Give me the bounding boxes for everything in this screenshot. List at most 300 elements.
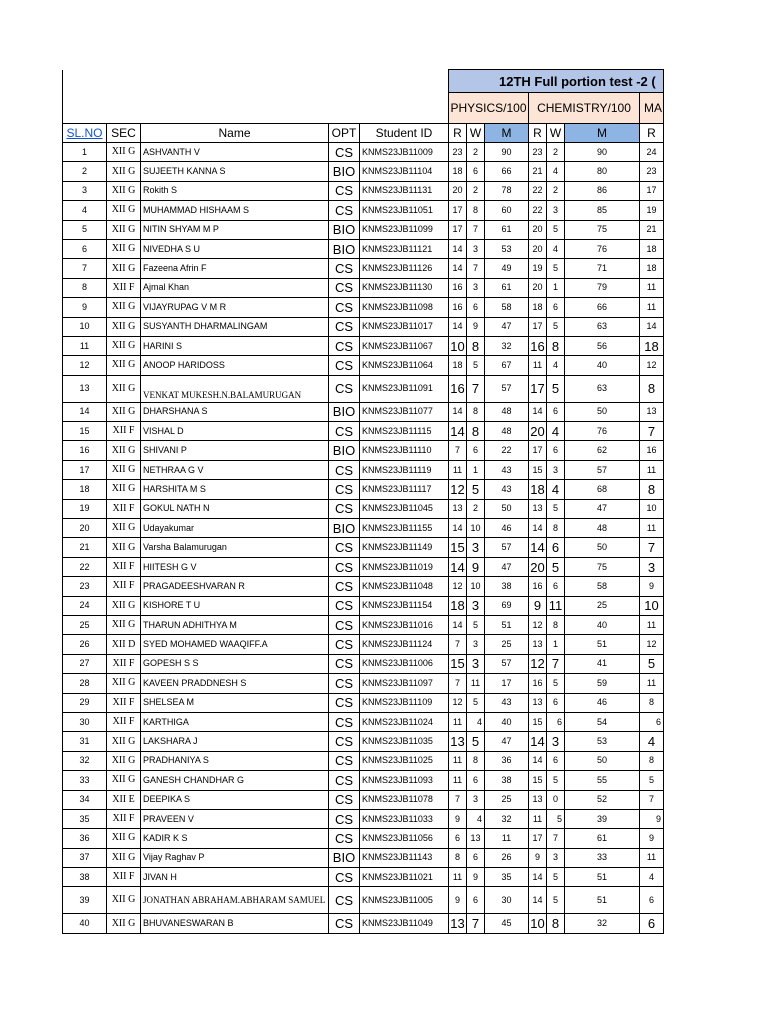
physics-w-cell: 3 <box>467 654 485 673</box>
student-id-cell: KNMS23JB11045 <box>360 499 449 518</box>
chemistry-m-cell: 41 <box>565 654 640 673</box>
chemistry-w-cell: 3 <box>547 201 565 220</box>
chemistry-r-cell: 21 <box>529 162 547 181</box>
name-cell: HIITESH G V <box>141 557 329 576</box>
student-id-cell: KNMS23JB11016 <box>360 615 449 634</box>
opt-cell: CS <box>329 635 360 654</box>
chemistry-m-cell: 71 <box>565 259 640 278</box>
chemistry-m-cell: 59 <box>565 674 640 693</box>
physics-w-cell: 7 <box>467 259 485 278</box>
physics-w-cell: 3 <box>467 239 485 258</box>
maths-r-cell: 10 <box>640 596 664 615</box>
chemistry-m-cell: 58 <box>565 577 640 596</box>
opt-cell: BIO <box>329 220 360 239</box>
table-row <box>63 790 664 809</box>
chemistry-w-cell: 6 <box>547 402 565 421</box>
table-row <box>63 654 664 673</box>
chemistry-w-cell: 6 <box>547 441 565 460</box>
student-id-cell: KNMS23JB11056 <box>360 829 449 848</box>
physics-m-cell: 47 <box>485 317 529 336</box>
maths-r-cell: 11 <box>640 519 664 538</box>
table-row <box>63 402 664 421</box>
physics-r-cell: 18 <box>449 596 467 615</box>
physics-r-cell: 16 <box>449 298 467 317</box>
physics-m-cell: 90 <box>485 143 529 162</box>
opt-cell: CS <box>329 538 360 557</box>
maths-r-cell: 4 <box>640 732 664 751</box>
sec-cell: XII G <box>107 732 141 751</box>
maths-r-cell: 13 <box>640 402 664 421</box>
maths-r-header: R <box>640 124 664 143</box>
physics-r-cell: 9 <box>449 809 467 828</box>
sec-cell: XII G <box>107 460 141 479</box>
physics-m-cell: 47 <box>485 732 529 751</box>
maths-r-cell: 7 <box>640 790 664 809</box>
table-row <box>63 674 664 693</box>
chemistry-w-cell: 6 <box>547 538 565 557</box>
chemistry-w-cell: 7 <box>547 654 565 673</box>
name-cell: VENKAT MUKESH.N.BALAMURUGAN <box>141 375 329 402</box>
chemistry-r-cell: 15 <box>529 460 547 479</box>
chemistry-w-cell: 8 <box>547 519 565 538</box>
table-row <box>63 375 664 402</box>
physics-m-cell: 43 <box>485 480 529 499</box>
chemistry-r-cell: 17 <box>529 441 547 460</box>
physics-m-cell: 60 <box>485 201 529 220</box>
chemistry-w-cell: 3 <box>547 848 565 867</box>
name-header: Name <box>141 124 329 143</box>
physics-r-cell: 14 <box>449 519 467 538</box>
chemistry-r-cell: 23 <box>529 143 547 162</box>
sl-no-header[interactable]: SL.NO <box>63 124 107 143</box>
student-id-cell: KNMS23JB11005 <box>360 887 449 914</box>
sl-no-cell: 25 <box>63 615 107 634</box>
opt-cell: CS <box>329 732 360 751</box>
physics-m-cell: 30 <box>485 887 529 914</box>
opt-cell: CS <box>329 615 360 634</box>
name-cell: Udayakumar <box>141 519 329 538</box>
physics-r-cell: 11 <box>449 771 467 790</box>
sl-no-cell: 27 <box>63 654 107 673</box>
name-cell: HARSHITA M S <box>141 480 329 499</box>
chemistry-m-cell: 54 <box>565 712 640 731</box>
physics-m-cell: 38 <box>485 771 529 790</box>
chemistry-r-cell: 22 <box>529 181 547 200</box>
opt-cell: BIO <box>329 239 360 258</box>
name-cell: NETHRAA G V <box>141 460 329 479</box>
physics-m-cell: 53 <box>485 239 529 258</box>
test-title: 12TH Full portion test -2 ( <box>449 70 664 93</box>
chemistry-r-cell: 17 <box>529 317 547 336</box>
sec-cell: XII G <box>107 480 141 499</box>
name-cell: ASHVANTH V <box>141 143 329 162</box>
sec-cell: XII G <box>107 201 141 220</box>
chemistry-r-cell: 18 <box>529 480 547 499</box>
sl-no-cell: 12 <box>63 356 107 375</box>
sl-no-cell: 11 <box>63 336 107 355</box>
maths-r-cell: 7 <box>640 538 664 557</box>
physics-w-cell: 5 <box>467 693 485 712</box>
sec-cell: XII F <box>107 868 141 887</box>
sl-no-cell: 30 <box>63 712 107 731</box>
chemistry-w-cell: 6 <box>547 693 565 712</box>
student-id-cell: KNMS23JB11051 <box>360 201 449 220</box>
chemistry-r-cell: 14 <box>529 751 547 770</box>
sl-no-cell: 20 <box>63 519 107 538</box>
chemistry-w-cell: 6 <box>547 751 565 770</box>
student-id-header: Student ID <box>360 124 449 143</box>
sec-cell: XII F <box>107 557 141 576</box>
student-id-cell: KNMS23JB11124 <box>360 635 449 654</box>
maths-r-cell: 11 <box>640 615 664 634</box>
chemistry-r-cell: 20 <box>529 422 547 441</box>
sl-no-cell: 9 <box>63 298 107 317</box>
chemistry-w-cell: 2 <box>547 181 565 200</box>
sl-no-cell: 13 <box>63 375 107 402</box>
student-id-cell: KNMS23JB11115 <box>360 422 449 441</box>
name-cell: DHARSHANA S <box>141 402 329 421</box>
table-row <box>63 356 664 375</box>
physics-r-cell: 16 <box>449 375 467 402</box>
table-row <box>63 577 664 596</box>
table-row <box>63 480 664 499</box>
student-id-cell: KNMS23JB11021 <box>360 868 449 887</box>
physics-w-cell: 2 <box>467 143 485 162</box>
chemistry-m-cell: 48 <box>565 519 640 538</box>
chemistry-m-cell: 51 <box>565 635 640 654</box>
physics-m-cell: 61 <box>485 278 529 297</box>
chemistry-m-cell: 50 <box>565 402 640 421</box>
chemistry-w-cell: 7 <box>547 829 565 848</box>
maths-r-cell: 8 <box>640 751 664 770</box>
physics-r-cell: 7 <box>449 441 467 460</box>
opt-cell: CS <box>329 771 360 790</box>
sec-cell: XII G <box>107 615 141 634</box>
sl-no-cell: 38 <box>63 868 107 887</box>
chemistry-m-cell: 39 <box>565 809 640 828</box>
chemistry-m-cell: 50 <box>565 751 640 770</box>
maths-r-cell: 11 <box>640 674 664 693</box>
table-row <box>63 557 664 576</box>
table-row <box>63 732 664 751</box>
table-row <box>63 635 664 654</box>
subject-chemistry: CHEMISTRY/100 <box>529 93 640 124</box>
chemistry-m-cell: 52 <box>565 790 640 809</box>
sec-cell: XII G <box>107 441 141 460</box>
sl-no-cell: 35 <box>63 809 107 828</box>
sl-no-cell: 19 <box>63 499 107 518</box>
name-cell: NITIN SHYAM M P <box>141 220 329 239</box>
sec-cell: XII G <box>107 239 141 258</box>
name-cell: VIJAYRUPAG V M R <box>141 298 329 317</box>
chemistry-m-cell: 40 <box>565 615 640 634</box>
physics-w-cell: 11 <box>467 674 485 693</box>
table-row <box>63 336 664 355</box>
opt-cell: CS <box>329 480 360 499</box>
physics-w-cell: 6 <box>467 848 485 867</box>
student-id-cell: KNMS23JB11024 <box>360 712 449 731</box>
physics-r-cell: 7 <box>449 674 467 693</box>
sec-cell: XII G <box>107 519 141 538</box>
sec-cell: XII F <box>107 499 141 518</box>
chemistry-w-cell: 6 <box>547 298 565 317</box>
chemistry-r-cell: 12 <box>529 615 547 634</box>
maths-r-cell: 9 <box>640 809 664 828</box>
chemistry-r-cell: 13 <box>529 790 547 809</box>
sec-cell: XII G <box>107 220 141 239</box>
physics-w-cell: 9 <box>467 557 485 576</box>
name-cell: SUJEETH KANNA S <box>141 162 329 181</box>
sec-cell: XII G <box>107 336 141 355</box>
physics-m-cell: 69 <box>485 596 529 615</box>
maths-r-cell: 5 <box>640 654 664 673</box>
maths-r-cell: 5 <box>640 771 664 790</box>
chemistry-w-cell: 1 <box>547 635 565 654</box>
table-row <box>63 317 664 336</box>
physics-r-cell: 17 <box>449 201 467 220</box>
subject-maths: MA <box>640 93 664 124</box>
maths-r-cell: 6 <box>640 914 664 933</box>
student-id-cell: KNMS23JB11149 <box>360 538 449 557</box>
chemistry-r-cell: 17 <box>529 375 547 402</box>
name-cell: KADIR K S <box>141 829 329 848</box>
chemistry-w-cell: 4 <box>547 480 565 499</box>
physics-w-cell: 8 <box>467 201 485 220</box>
name-cell: Vijay Raghav P <box>141 848 329 867</box>
table-row <box>63 712 664 731</box>
chemistry-w-cell: 5 <box>547 674 565 693</box>
physics-w-cell: 9 <box>467 868 485 887</box>
physics-m-cell: 47 <box>485 557 529 576</box>
table-row <box>63 914 664 933</box>
opt-cell: CS <box>329 577 360 596</box>
physics-r-cell: 13 <box>449 499 467 518</box>
chemistry-w-header: W <box>547 124 565 143</box>
table-row <box>63 201 664 220</box>
maths-r-cell: 8 <box>640 375 664 402</box>
student-id-cell: KNMS23JB11077 <box>360 402 449 421</box>
sl-no-cell: 29 <box>63 693 107 712</box>
maths-r-cell: 6 <box>640 712 664 731</box>
opt-cell: BIO <box>329 441 360 460</box>
sec-cell: XII G <box>107 914 141 933</box>
student-id-cell: KNMS23JB11155 <box>360 519 449 538</box>
name-cell: SUSYANTH DHARMALINGAM <box>141 317 329 336</box>
physics-r-cell: 13 <box>449 914 467 933</box>
maths-r-cell: 6 <box>640 887 664 914</box>
chemistry-m-cell: 80 <box>565 162 640 181</box>
chemistry-m-cell: 63 <box>565 317 640 336</box>
table-row <box>63 220 664 239</box>
sec-cell: XII G <box>107 143 141 162</box>
physics-m-cell: 40 <box>485 712 529 731</box>
student-id-cell: KNMS23JB11025 <box>360 751 449 770</box>
physics-w-cell: 4 <box>467 712 485 731</box>
chemistry-r-cell: 18 <box>529 298 547 317</box>
chemistry-r-cell: 11 <box>529 356 547 375</box>
physics-m-cell: 45 <box>485 914 529 933</box>
physics-w-cell: 8 <box>467 751 485 770</box>
chemistry-m-cell: 85 <box>565 201 640 220</box>
table-row <box>63 771 664 790</box>
physics-m-cell: 66 <box>485 162 529 181</box>
sl-no-cell: 33 <box>63 771 107 790</box>
sec-cell: XII F <box>107 693 141 712</box>
chemistry-m-cell: 86 <box>565 181 640 200</box>
chemistry-w-cell: 2 <box>547 143 565 162</box>
sec-cell: XII G <box>107 771 141 790</box>
physics-w-cell: 2 <box>467 181 485 200</box>
maths-r-cell: 23 <box>640 162 664 181</box>
physics-w-cell: 6 <box>467 298 485 317</box>
opt-cell: CS <box>329 181 360 200</box>
sec-cell: XII G <box>107 181 141 200</box>
sl-no-cell: 36 <box>63 829 107 848</box>
physics-r-cell: 14 <box>449 615 467 634</box>
physics-m-cell: 35 <box>485 868 529 887</box>
chemistry-w-cell: 4 <box>547 162 565 181</box>
chemistry-r-cell: 17 <box>529 829 547 848</box>
opt-cell: CS <box>329 887 360 914</box>
sec-cell: XII G <box>107 829 141 848</box>
student-id-cell: KNMS23JB11126 <box>360 259 449 278</box>
physics-m-cell: 48 <box>485 422 529 441</box>
opt-cell: BIO <box>329 162 360 181</box>
sl-no-cell: 10 <box>63 317 107 336</box>
opt-cell: CS <box>329 829 360 848</box>
sl-no-cell: 31 <box>63 732 107 751</box>
sl-no-cell: 24 <box>63 596 107 615</box>
maths-r-cell: 21 <box>640 220 664 239</box>
physics-w-cell: 6 <box>467 162 485 181</box>
chemistry-m-cell: 79 <box>565 278 640 297</box>
maths-r-cell: 12 <box>640 635 664 654</box>
physics-m-cell: 43 <box>485 460 529 479</box>
sl-no-cell: 7 <box>63 259 107 278</box>
physics-r-cell: 11 <box>449 868 467 887</box>
physics-m-cell: 32 <box>485 809 529 828</box>
table-row <box>63 615 664 634</box>
physics-r-cell: 18 <box>449 162 467 181</box>
sl-no-cell: 5 <box>63 220 107 239</box>
chemistry-r-cell: 16 <box>529 674 547 693</box>
physics-r-cell: 14 <box>449 557 467 576</box>
sl-no-cell: 15 <box>63 422 107 441</box>
maths-r-cell: 11 <box>640 848 664 867</box>
maths-r-cell: 18 <box>640 239 664 258</box>
chemistry-r-cell: 15 <box>529 771 547 790</box>
name-cell: JONATHAN ABRAHAM.ABHARAM SAMUEL <box>141 887 329 914</box>
physics-r-cell: 14 <box>449 239 467 258</box>
name-cell: GOPESH S S <box>141 654 329 673</box>
sec-cell: XII G <box>107 375 141 402</box>
chemistry-r-cell: 14 <box>529 732 547 751</box>
physics-m-cell: 26 <box>485 848 529 867</box>
opt-cell: CS <box>329 278 360 297</box>
table-row <box>63 162 664 181</box>
name-cell: SYED MOHAMED WAAQIFF.A <box>141 635 329 654</box>
chemistry-m-cell: 47 <box>565 499 640 518</box>
chemistry-r-cell: 13 <box>529 693 547 712</box>
name-cell: Ajmal Khan <box>141 278 329 297</box>
physics-r-cell: 14 <box>449 422 467 441</box>
table-row <box>63 868 664 887</box>
name-cell: GOKUL NATH N <box>141 499 329 518</box>
physics-r-cell: 15 <box>449 654 467 673</box>
physics-r-cell: 10 <box>449 336 467 355</box>
opt-cell: CS <box>329 317 360 336</box>
physics-m-cell: 48 <box>485 402 529 421</box>
maths-r-cell: 17 <box>640 181 664 200</box>
maths-r-cell: 12 <box>640 356 664 375</box>
student-id-cell: KNMS23JB11035 <box>360 732 449 751</box>
student-id-cell: KNMS23JB11110 <box>360 441 449 460</box>
student-id-cell: KNMS23JB11064 <box>360 356 449 375</box>
chemistry-w-cell: 11 <box>547 596 565 615</box>
table-row <box>63 596 664 615</box>
name-cell: PRAGADEESHVARAN R <box>141 577 329 596</box>
opt-cell: CS <box>329 751 360 770</box>
sl-no-cell: 1 <box>63 143 107 162</box>
name-cell: Fazeena Afrin F <box>141 259 329 278</box>
opt-cell: CS <box>329 298 360 317</box>
physics-w-cell: 4 <box>467 809 485 828</box>
chemistry-w-cell: 5 <box>547 887 565 914</box>
chemistry-r-cell: 14 <box>529 887 547 914</box>
chemistry-w-cell: 8 <box>547 615 565 634</box>
table-row <box>63 538 664 557</box>
sec-cell: XII G <box>107 298 141 317</box>
chemistry-m-cell: 40 <box>565 356 640 375</box>
physics-r-cell: 17 <box>449 220 467 239</box>
physics-m-cell: 43 <box>485 693 529 712</box>
header-blank <box>63 70 449 124</box>
chemistry-m-cell: 63 <box>565 375 640 402</box>
chemistry-w-cell: 4 <box>547 422 565 441</box>
sec-cell: XII G <box>107 259 141 278</box>
table-row <box>63 441 664 460</box>
name-cell: LAKSHARA J <box>141 732 329 751</box>
physics-w-cell: 10 <box>467 577 485 596</box>
physics-r-cell: 14 <box>449 259 467 278</box>
chemistry-r-cell: 9 <box>529 848 547 867</box>
chemistry-w-cell: 5 <box>547 499 565 518</box>
physics-m-cell: 22 <box>485 441 529 460</box>
maths-r-cell: 11 <box>640 298 664 317</box>
physics-r-cell: 7 <box>449 790 467 809</box>
opt-cell: CS <box>329 914 360 933</box>
sec-cell: XII F <box>107 809 141 828</box>
chemistry-m-cell: 55 <box>565 771 640 790</box>
chemistry-m-cell: 75 <box>565 557 640 576</box>
physics-m-cell: 38 <box>485 577 529 596</box>
physics-w-cell: 3 <box>467 278 485 297</box>
opt-cell: CS <box>329 460 360 479</box>
sec-cell: XII G <box>107 317 141 336</box>
table-row <box>63 278 664 297</box>
opt-cell: CS <box>329 356 360 375</box>
physics-w-cell: 8 <box>467 422 485 441</box>
chemistry-r-cell: 14 <box>529 402 547 421</box>
physics-m-cell: 57 <box>485 654 529 673</box>
maths-r-cell: 9 <box>640 829 664 848</box>
maths-r-cell: 24 <box>640 143 664 162</box>
chemistry-r-cell: 19 <box>529 259 547 278</box>
opt-cell: CS <box>329 259 360 278</box>
table-row <box>63 239 664 258</box>
maths-r-cell: 8 <box>640 693 664 712</box>
maths-r-cell: 11 <box>640 460 664 479</box>
